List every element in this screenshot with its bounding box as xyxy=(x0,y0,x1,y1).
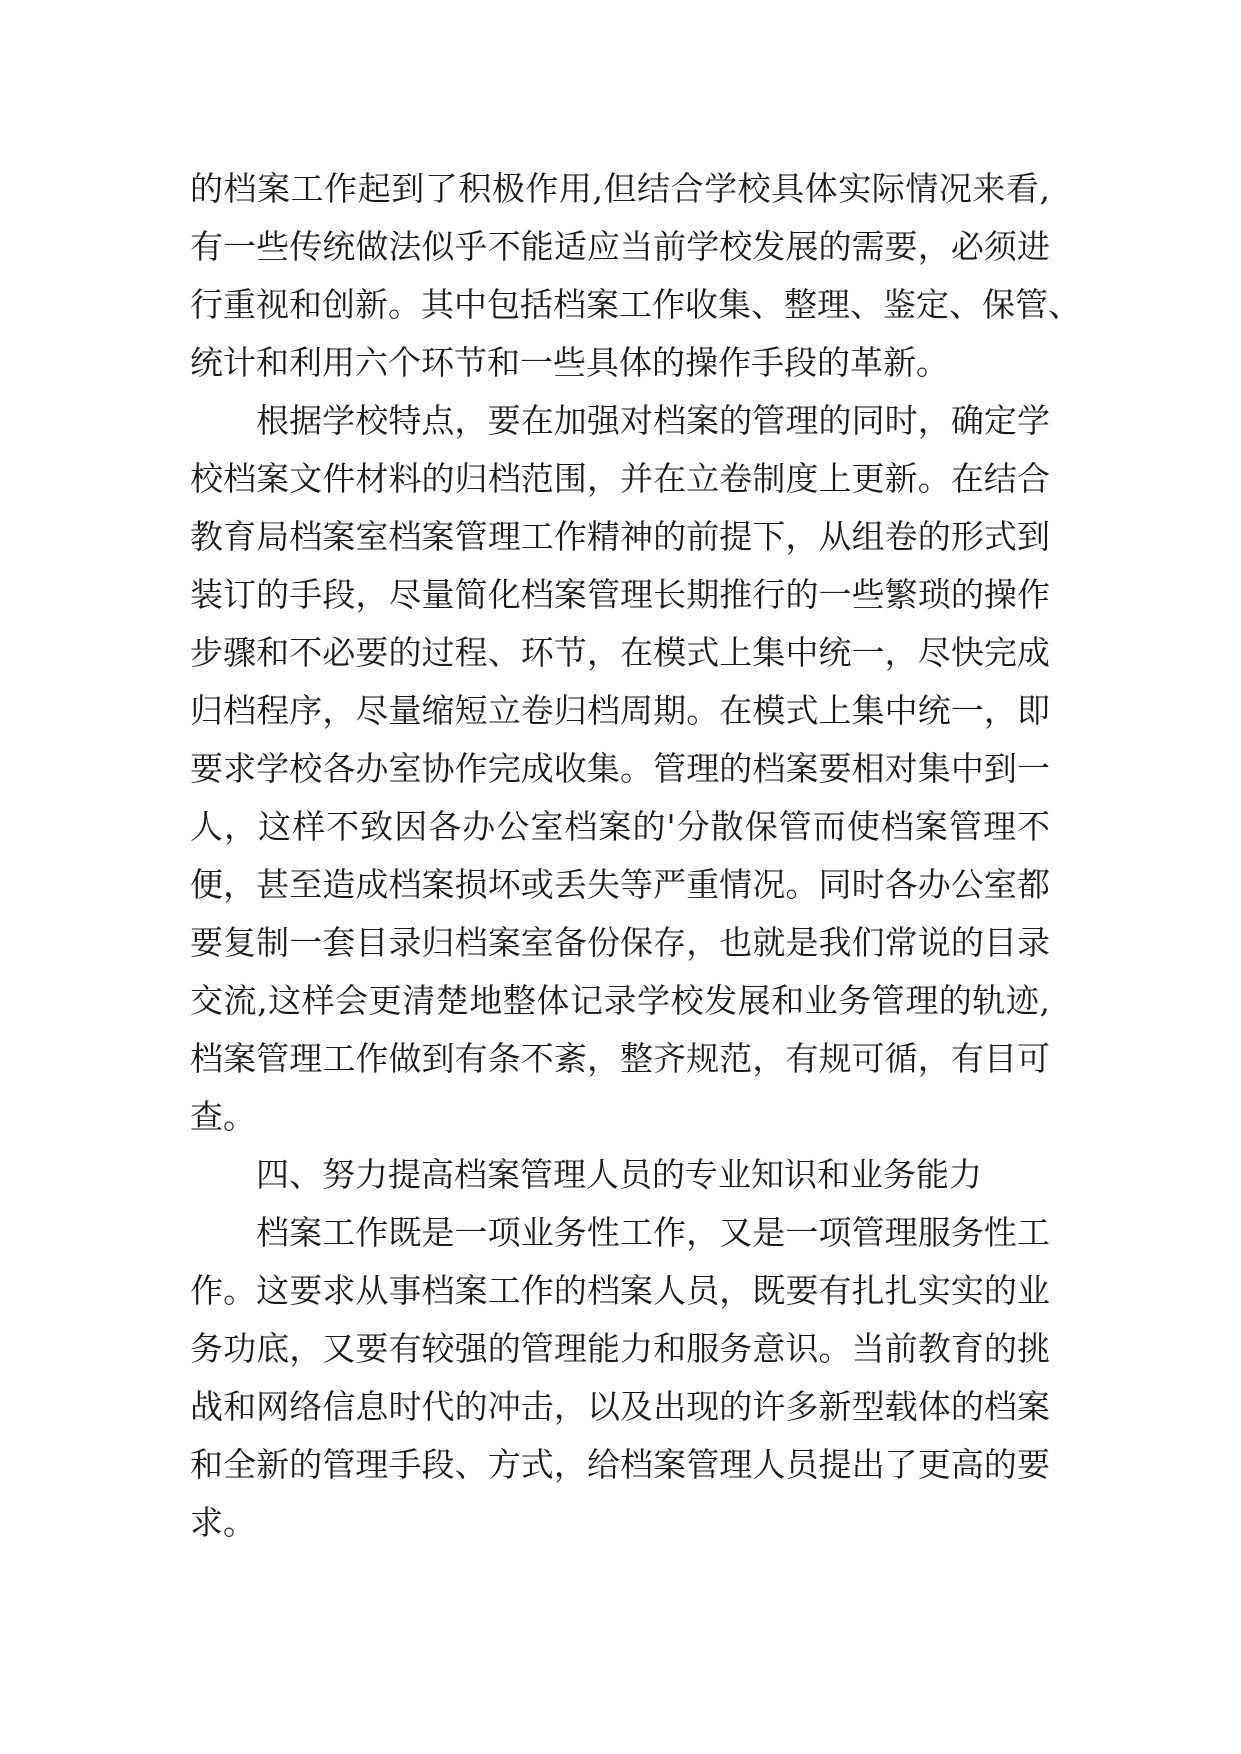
text-line: 统计和利用六个环节和一些具体的操作手段的革新。 xyxy=(190,343,949,382)
text-line: 装订的手段，尽量简化档案管理长期推行的一些繁琐的操作 xyxy=(190,575,1050,614)
text-line: 档案管理工作做到有条不紊，整齐规范，有规可循，有目可 xyxy=(190,1039,1050,1078)
text-line: 战和网络信息时代的冲击，以及出现的许多新型载体的档案 xyxy=(190,1387,1050,1426)
paragraph-first-line: 根据学校特点，要在加强对档案的管理的同时，确定学 xyxy=(256,401,1050,440)
text-line: 交流,这样会更清楚地整体记录学校发展和业务管理的轨迹, xyxy=(190,981,1050,1020)
text-line: 作。这要求从事档案工作的档案人员，既要有扎扎实实的业 xyxy=(190,1271,1050,1310)
text-line: 人，这样不致因各办公室档案的'分散保管而使档案管理不 xyxy=(190,807,1050,846)
text-line: 行重视和创新。其中包括档案工作收集、整理、鉴定、保管、 xyxy=(190,285,1081,324)
section-heading: 四、努力提高档案管理人员的专业知识和业务能力 xyxy=(256,1155,982,1194)
text-line: 教育局档案室档案管理工作精神的前提下，从组卷的形式到 xyxy=(190,517,1050,556)
text-line: 有一些传统做法似乎不能适应当前学校发展的需要，必须进 xyxy=(190,227,1050,266)
text-line: 要复制一套目录归档案室备份保存，也就是我们常说的目录 xyxy=(190,923,1050,962)
text-line: 和全新的管理手段、方式，给档案管理人员提出了更高的要 xyxy=(190,1445,1050,1484)
paragraph-first-line: 档案工作既是一项业务性工作，又是一项管理服务性工 xyxy=(256,1213,1050,1252)
text-line: 的档案工作起到了积极作用,但结合学校具体实际情况来看, xyxy=(190,169,1050,208)
text-line: 查。 xyxy=(190,1097,256,1136)
text-line: 务功底，又要有较强的管理能力和服务意识。当前教育的挑 xyxy=(190,1329,1050,1368)
text-line: 归档程序，尽量缩短立卷归档周期。在模式上集中统一，即 xyxy=(190,691,1050,730)
text-line: 求。 xyxy=(190,1503,256,1542)
text-line: 便，甚至造成档案损坏或丢失等严重情况。同时各办公室都 xyxy=(190,865,1050,904)
text-line: 要求学校各办室协作完成收集。管理的档案要相对集中到一 xyxy=(190,749,1050,788)
text-line: 校档案文件材料的归档范围，并在立卷制度上更新。在结合 xyxy=(190,459,1050,498)
text-line: 步骤和不必要的过程、环节，在模式上集中统一，尽快完成 xyxy=(190,633,1050,672)
